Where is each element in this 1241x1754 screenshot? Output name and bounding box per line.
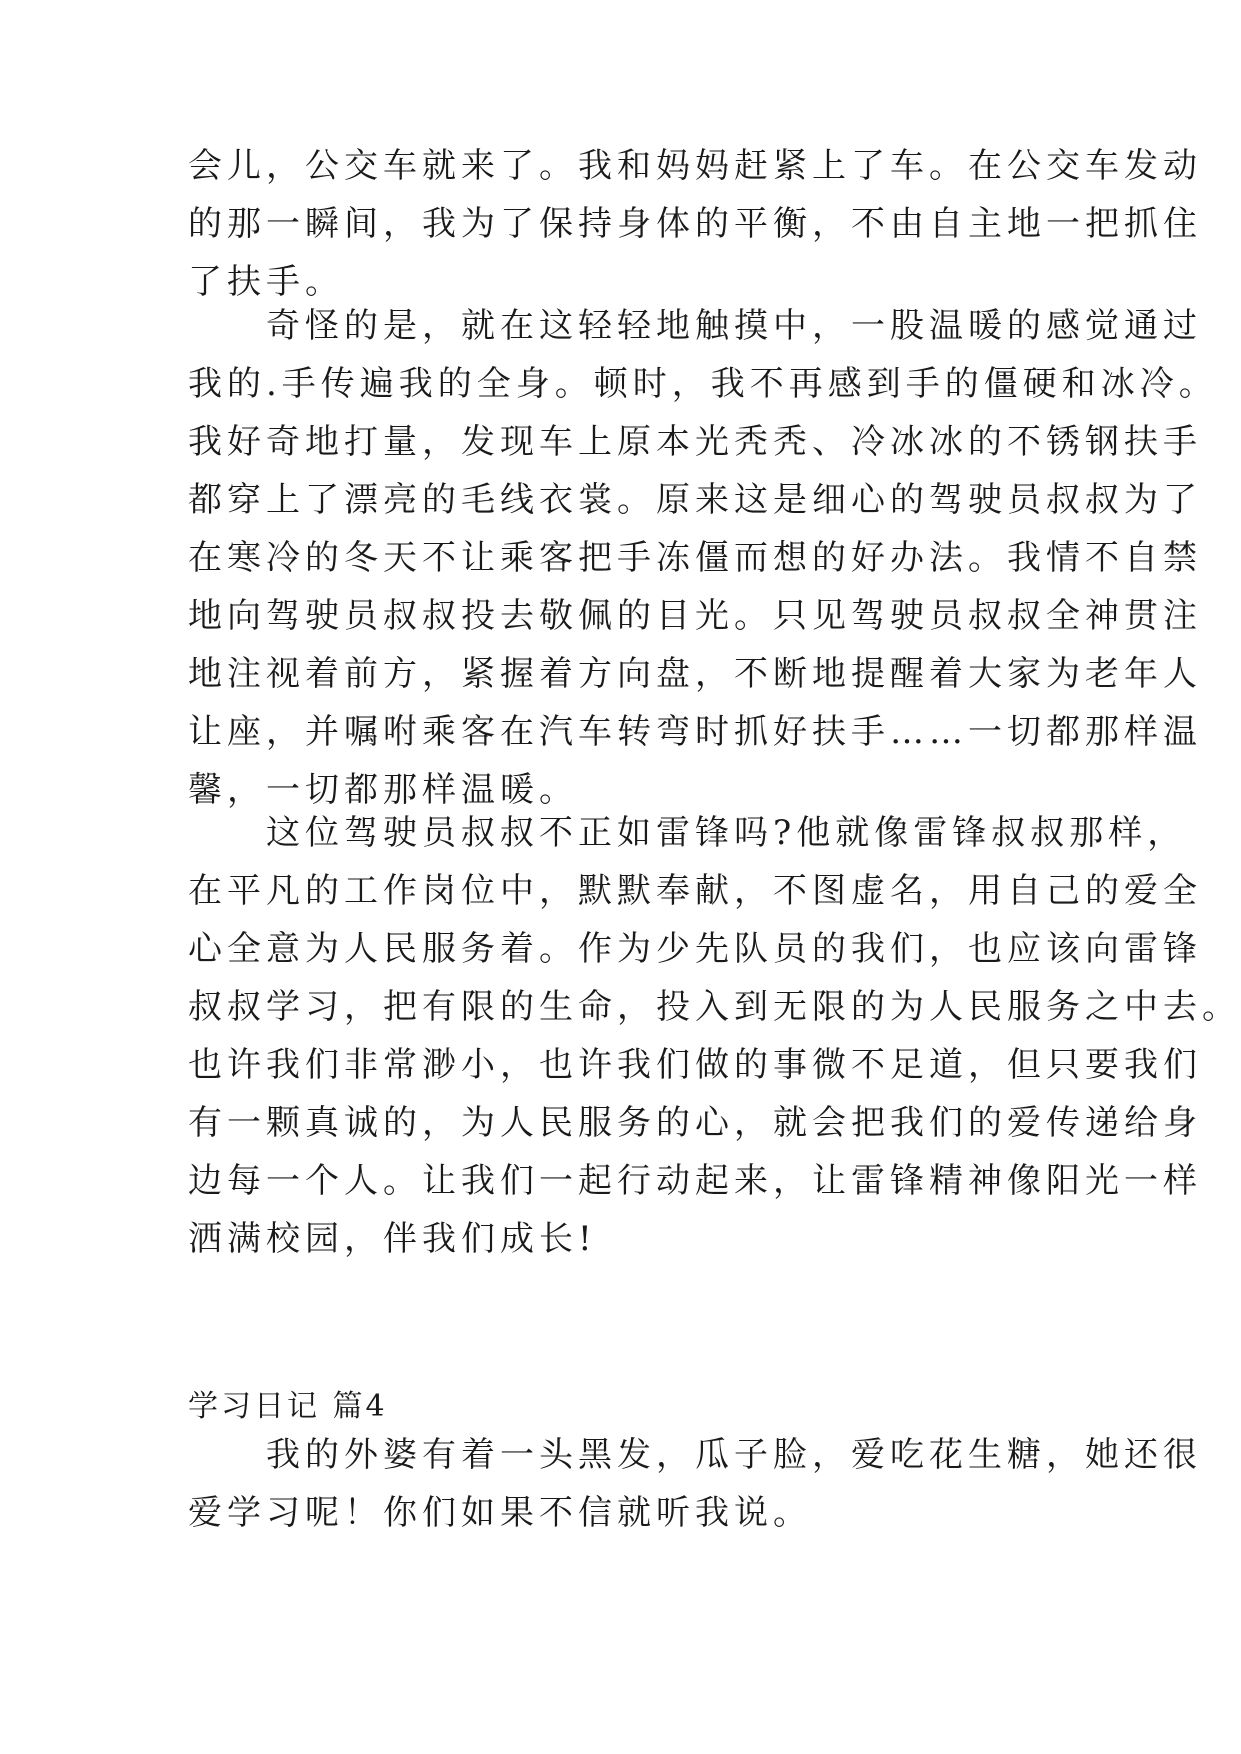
text-line: 洒满校园，伴我们成长! [188, 1219, 597, 1259]
text-line: 我的.手传遍我的全身。顿时，我不再感到手的僵硬和冰冷。 [188, 364, 1218, 404]
text-line: 也许我们非常渺小，也许我们做的事微不足道，但只要我们 [188, 1045, 1202, 1085]
text-line: 边每一个人。让我们一起行动起来，让雷锋精神像阳光一样 [188, 1161, 1202, 1201]
text-line: 叔叔学习，把有限的生命，投入到无限的为人民服务之中去。 [188, 987, 1241, 1027]
paragraph-2 [188, 297, 1218, 819]
text-line: 在平凡的工作岗位中，默默奉献，不图虚名，用自己的爱全 [188, 871, 1202, 911]
text-line: 这位驾驶员叔叔不正如雷锋吗?他就像雷锋叔叔那样， [188, 813, 1187, 853]
paragraph-4 [188, 1426, 1202, 1542]
text-line: 地向驾驶员叔叔投去敬佩的目光。只见驾驶员叔叔全神贯注 [188, 596, 1202, 636]
text-line: 了扶手。 [188, 262, 344, 302]
text-line: 馨，一切都那样温暖。 [188, 770, 578, 810]
text-line: 地注视着前方，紧握着方向盘，不断地提醒着大家为老年人 [188, 654, 1202, 694]
paragraph-3 [188, 804, 1241, 1268]
text-line: 心全意为人民服务着。作为少先队员的我们，也应该向雷锋 [188, 929, 1202, 969]
text-line: 爱学习呢！你们如果不信就听我说。 [188, 1493, 812, 1533]
text-line: 都穿上了漂亮的毛线衣裳。原来这是细心的驾驶员叔叔为了 [188, 480, 1202, 520]
text-line: 我的外婆有着一头黑发，瓜子脸，爱吃花生糖，她还很 [188, 1435, 1202, 1475]
text-line: 有一颗真诚的，为人民服务的心，就会把我们的爱传递给身 [188, 1103, 1202, 1143]
text-line: 让座，并嘱咐乘客在汽车转弯时抓好扶手……一切都那样温 [188, 712, 1202, 752]
text-line: 会儿，公交车就来了。我和妈妈赶紧上了车。在公交车发动 [188, 146, 1202, 186]
text-line: 奇怪的是，就在这轻轻地触摸中，一股温暖的感觉通过 [188, 306, 1202, 346]
text-line: 我好奇地打量，发现车上原本光秃秃、冷冰冰的不锈钢扶手 [188, 422, 1202, 462]
section-heading: 学习日记 篇4 [188, 1389, 388, 1424]
paragraph-1 [188, 137, 1202, 311]
text-line: 的那一瞬间，我为了保持身体的平衡，不由自主地一把抓住 [188, 204, 1202, 244]
text-line: 在寒冷的冬天不让乘客把手冻僵而想的好办法。我情不自禁 [188, 538, 1202, 578]
